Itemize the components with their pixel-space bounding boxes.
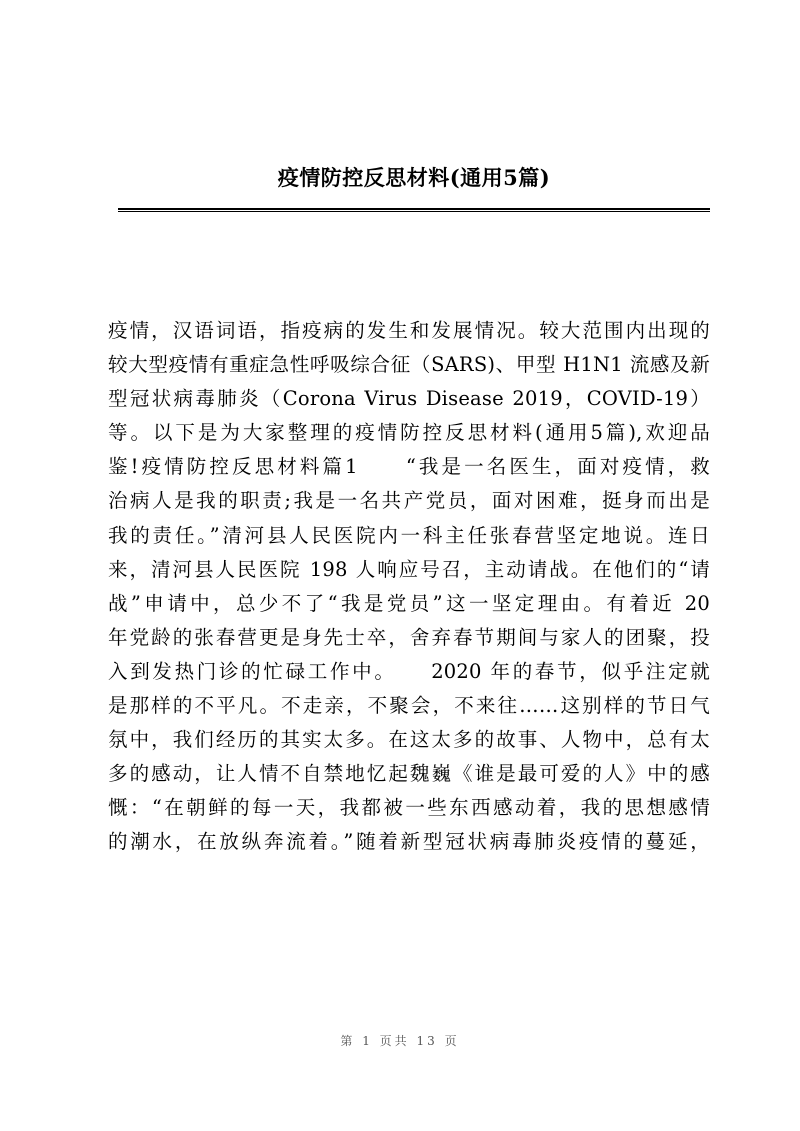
body-line: 的潮水，在放纵奔流着。”随着新型冠状病毒肺炎疫情的蔓延， <box>108 830 710 854</box>
body-line: 是那样的不平凡。不走亲，不聚会，不来往……这别样的节日气 <box>108 694 710 718</box>
body-line: 鉴!疫情防控反思材料篇1 “我是一名医生，面对疫情，救 <box>108 455 710 479</box>
body-paragraph <box>108 314 710 860</box>
body-line: 来，清河县人民医院 198 人响应号召，主动请战。在他们的“请 <box>108 557 710 581</box>
body-line: 氛中，我们经历的其实太多。在这太多的故事、人物中，总有太 <box>108 728 710 752</box>
body-line: 较大型疫情有重症急性呼吸综合征（SARS)、甲型 H1N1 流感及新 <box>108 353 710 377</box>
body-line: 等。以下是为大家整理的疫情防控反思材料(通用5篇),欢迎品 <box>108 421 710 445</box>
document-title: 疫情防控反思材料(通用5篇) <box>277 165 551 190</box>
body-line: 年党龄的张春营更是身先士卒，舍弃春节期间与家人的团聚，投 <box>108 625 710 649</box>
title-divider <box>118 208 710 212</box>
body-line: 战”申请中，总少不了“我是党员”这一坚定理由。有着近 20 <box>108 591 710 615</box>
body-line: 多的感动，让人情不自禁地忆起魏巍《谁是最可爱的人》中的感 <box>108 762 710 786</box>
body-line: 型冠状病毒肺炎（Corona Virus Disease 2019，COVID-19） <box>108 387 710 411</box>
body-line: 疫情，汉语词语，指疫病的发生和发展情况。较大范围内出现的 <box>108 319 710 342</box>
body-line: 慨：“在朝鲜的每一天，我都被一些东西感动着，我的思想感情 <box>108 796 710 820</box>
body-line: 入到发热门诊的忙碌工作中。 2020 年的春节，似乎注定就 <box>108 659 710 683</box>
page-footer: 第 1 页共 13 页 <box>340 1034 460 1048</box>
body-line: 治病人是我的职责;我是一名共产党员，面对困难，挺身而出是 <box>108 489 710 513</box>
body-line: 我的责任。”清河县人民医院内一科主任张春营坚定地说。连日 <box>108 523 710 547</box>
